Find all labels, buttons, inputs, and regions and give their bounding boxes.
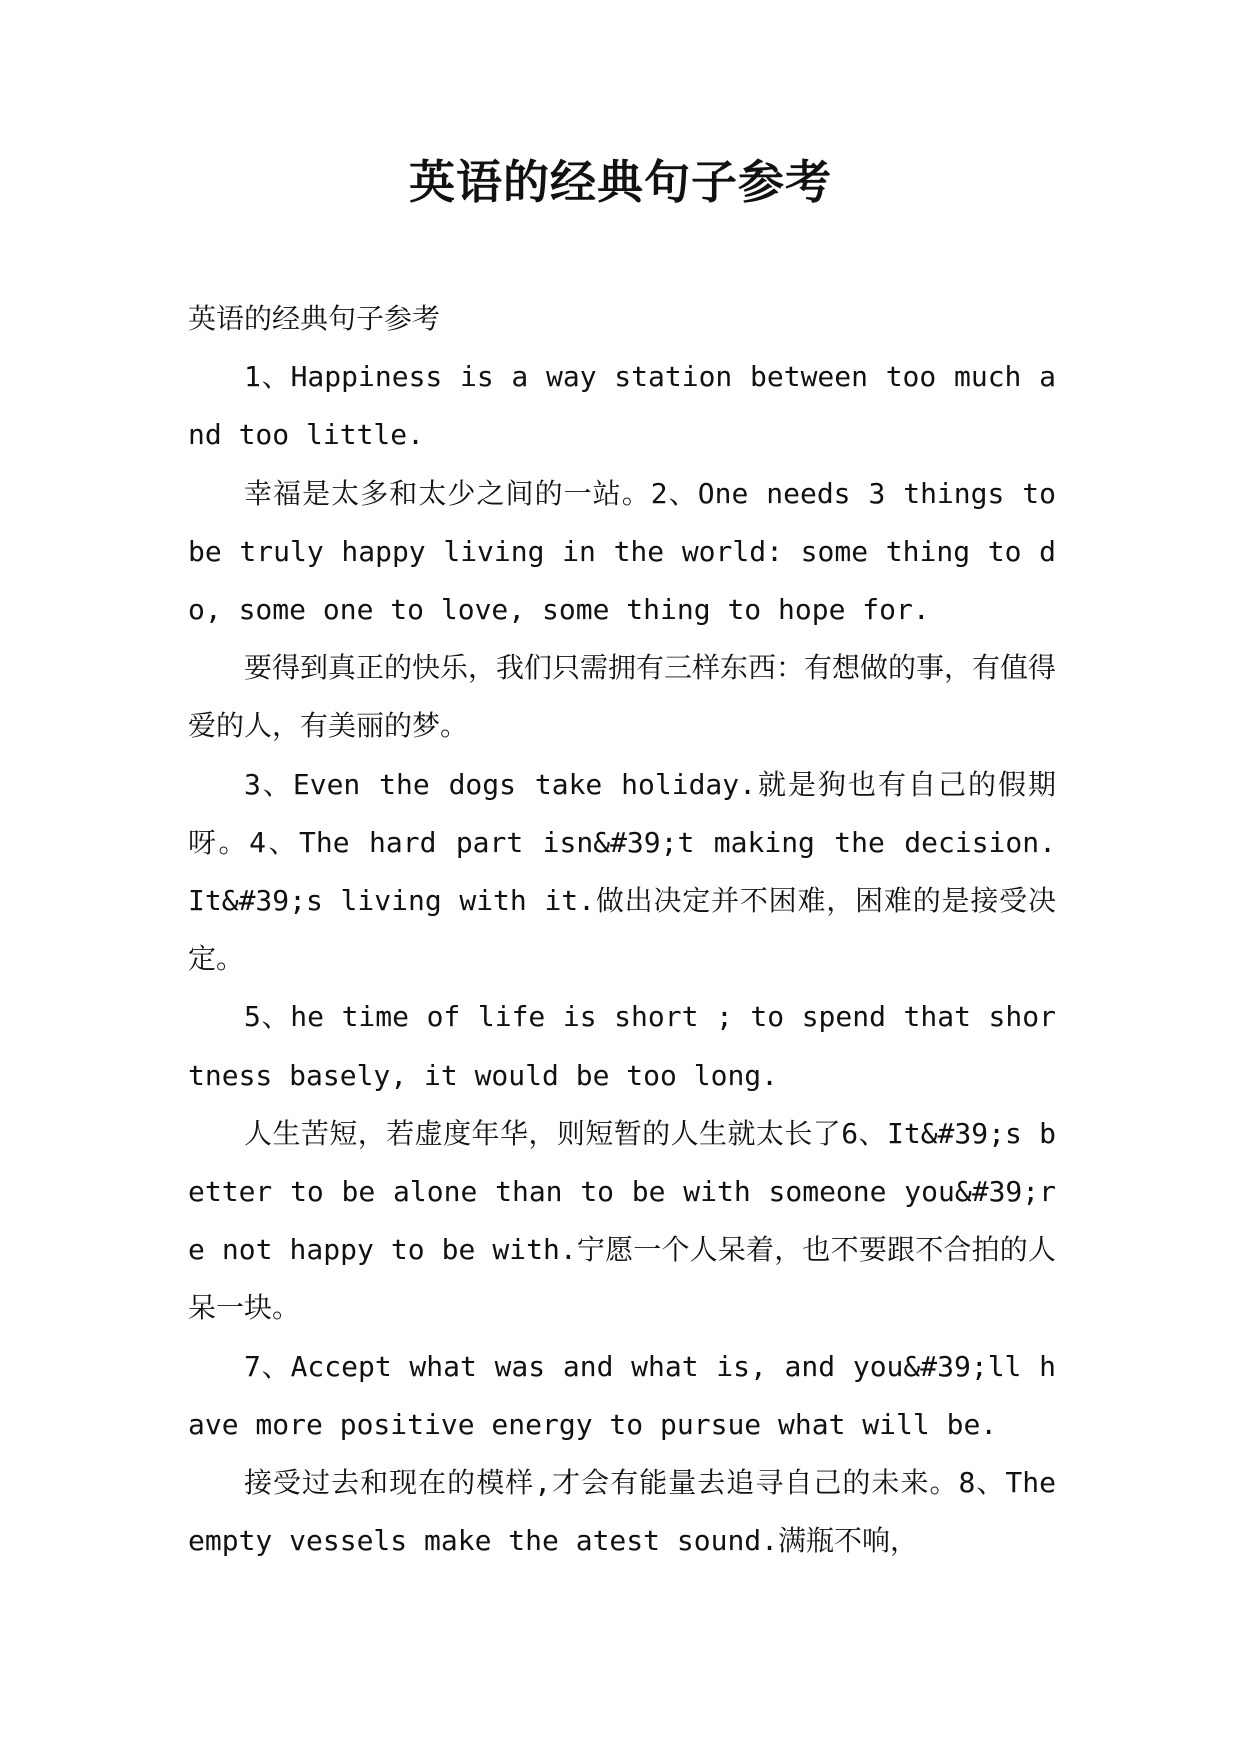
paragraph-quote-2: 幸福是太多和太少之间的一站。2、One needs 3 things to be truly happy living in the world: some thing to do, some one to love, some thing to hope for.: [188, 476, 1056, 627]
paragraph-quote-1: 1、Happiness is a way station between too much and too little.: [188, 360, 1056, 452]
paragraph-quote-7: 7、Accept what was and what is, and you&#39;ll have more positive energy to pursue what will be.: [188, 1349, 1056, 1441]
document-body: [188, 290, 1056, 1570]
body-heading: 英语的经典句子参考: [188, 302, 441, 335]
document-title: 英语的经典句子参考: [409, 155, 832, 209]
paragraph-quote-5: 5、he time of life is short ; to spend that shortness basely, it would be too long.: [188, 1000, 1056, 1092]
paragraph-quote-6: 人生苦短，若虚度年华，则短暂的人生就太长了6、It&#39;s better to be alone than to be with someone you&#39;re not happy to be with.宁愿一个人呆着，也不要跟不合拍的人呆一块。: [188, 1116, 1056, 1325]
paragraph-quote-3-4: 3、Even the dogs take holiday.就是狗也有自己的假期呀。4、The hard part isn&#39;t making the decision. It&#39;s living with it.做出决定并不困难，困难的是接受决定。: [188, 767, 1056, 976]
paragraph-translation-2: 要得到真正的快乐，我们只需拥有三样东西：有想做的事，有值得爱的人，有美丽的梦。: [188, 651, 1057, 743]
paragraph-quote-8: 接受过去和现在的模样,才会有能量去追寻自己的未来。8、The empty vessels make the atest sound.满瓶不响，: [188, 1466, 1056, 1558]
